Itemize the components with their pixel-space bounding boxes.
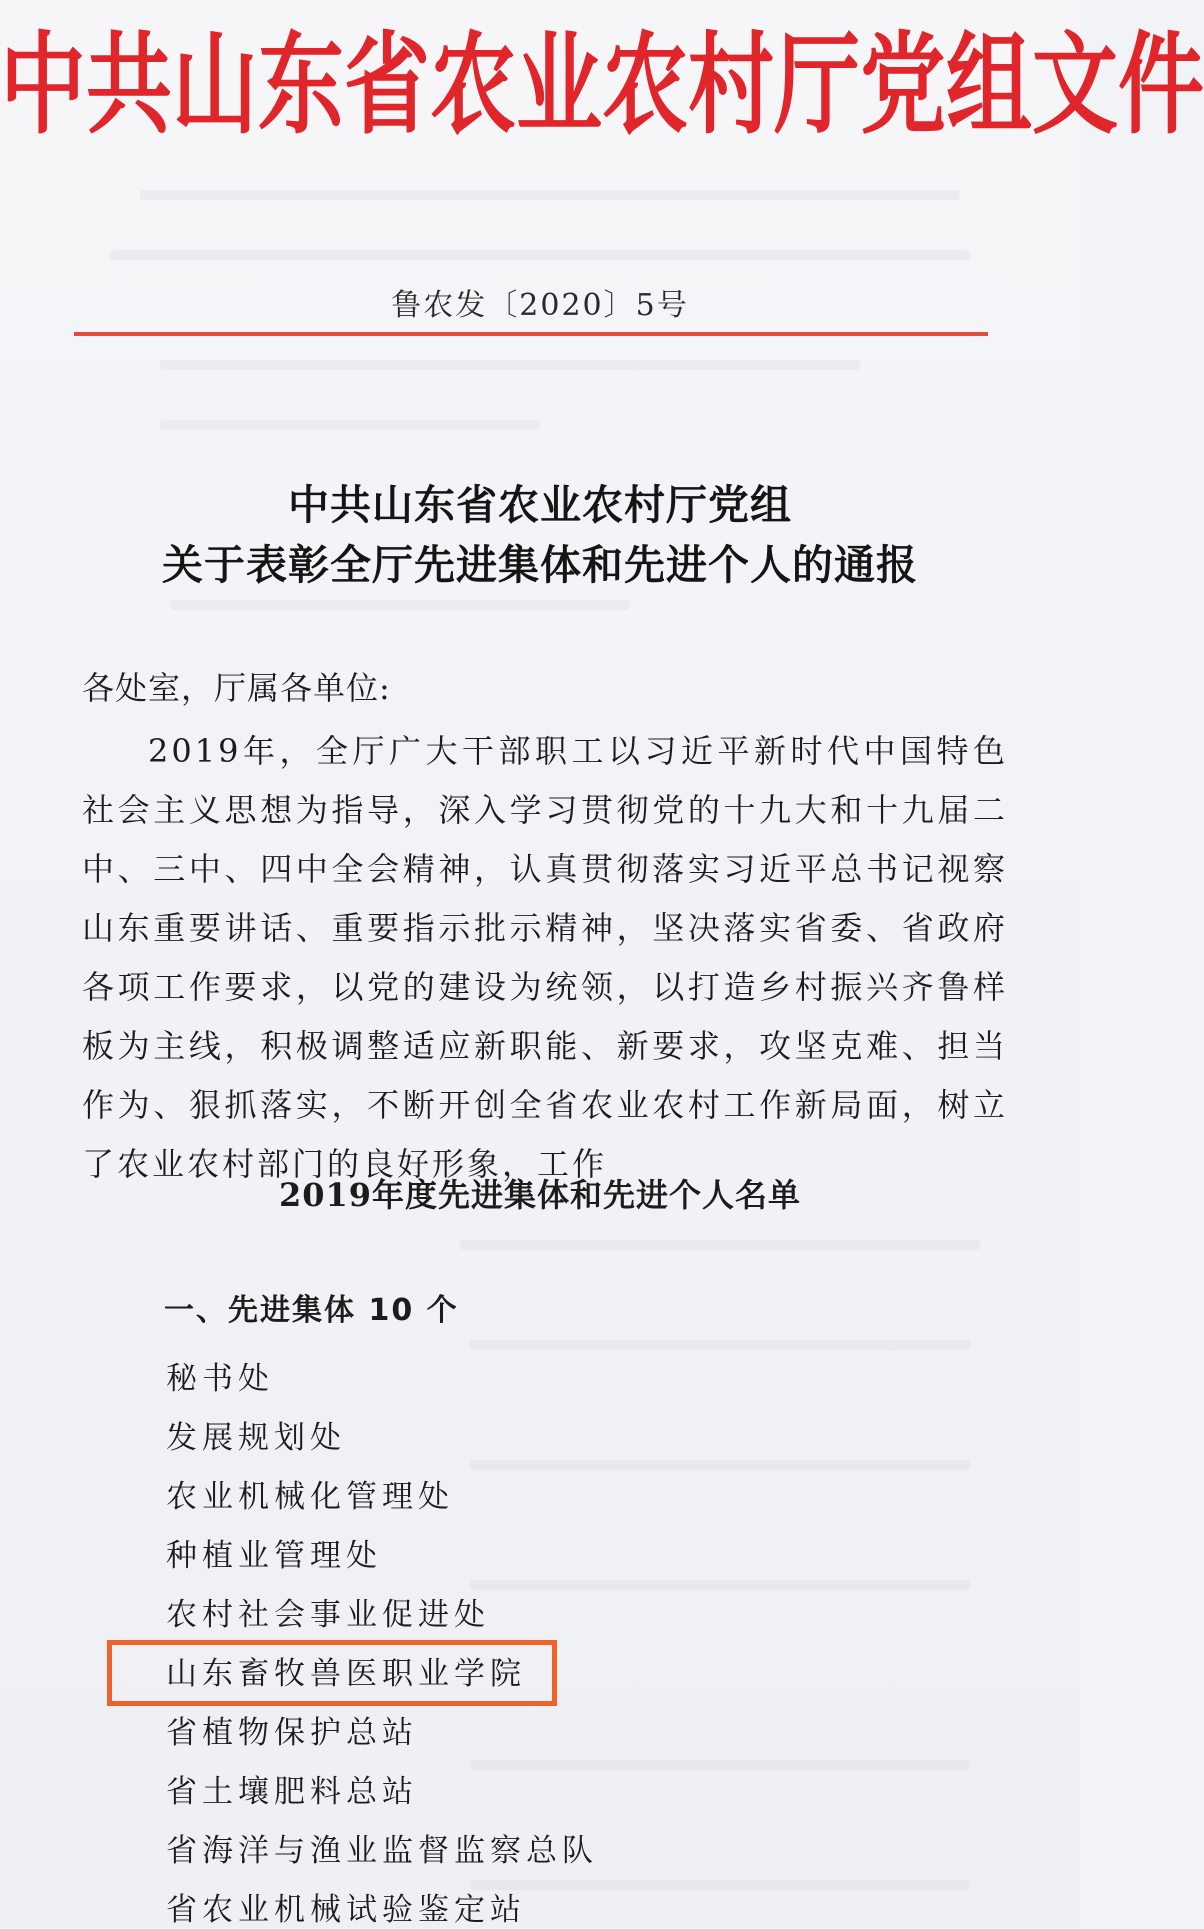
bleed-through-line bbox=[160, 360, 860, 370]
list-item: 发展规划处 bbox=[166, 1420, 346, 1456]
salutation: 各处室，厅属各单位: bbox=[82, 669, 391, 707]
list-item: 农村社会事业促进处 bbox=[166, 1597, 490, 1633]
bleed-through-line bbox=[470, 1760, 970, 1770]
document-masthead: 中共山东省农业农村厅党组文件 bbox=[0, 22, 1204, 150]
list-item-highlighted: 山东畜牧兽医职业学院 bbox=[166, 1656, 526, 1692]
highlight-box bbox=[107, 1640, 557, 1706]
list-item: 省土壤肥料总站 bbox=[166, 1774, 418, 1810]
body-paragraph: 2019年，全厅广大干部职工以习近平新时代中国特色社会主义思想为指导，深入学习贯彻党的十九大和十九届二中、三中、四中全会精神，认真贯彻落实习近平总书记视察山东重要讲话、重要指示批示精神，坚决落实省委、省政府各项工作要求，以党的建设为统领，以打造乡村振兴齐鲁样板为主线，积极调整适应新职能、新要求，攻坚克难、担当作为、狠抓落实，不断开创全省农业农村工作新局面，树立了农业农村部门的良好形象，工作 bbox=[82, 732, 1008, 1183]
list-title: 2019年度先进集体和先进个人名单 bbox=[278, 1176, 802, 1214]
bleed-through-line bbox=[460, 1240, 980, 1250]
bleed-through-line bbox=[160, 420, 540, 430]
notice-title-line-2: 关于表彰全厅先进集体和先进个人的通报 bbox=[162, 541, 918, 589]
list-item: 省海洋与渔业监督监察总队 bbox=[166, 1833, 598, 1869]
section-heading-advanced-collectives: 一、先进集体 10 个 bbox=[164, 1293, 459, 1328]
list-item: 农业机械化管理处 bbox=[166, 1479, 454, 1515]
list-item: 秘书处 bbox=[166, 1361, 274, 1397]
bleed-through-line bbox=[470, 1880, 970, 1890]
bleed-through-line bbox=[470, 1580, 970, 1590]
list-item: 省农业机械试验鉴定站 bbox=[166, 1892, 526, 1928]
bleed-through-line bbox=[470, 1460, 970, 1470]
list-item: 省植物保护总站 bbox=[166, 1715, 418, 1751]
list-item: 种植业管理处 bbox=[166, 1538, 382, 1574]
bleed-through-line bbox=[470, 1340, 970, 1350]
masthead-divider bbox=[74, 332, 988, 336]
notice-title-line-1: 中共山东省农业农村厅党组 bbox=[288, 481, 792, 529]
document-number: 鲁农发〔2020〕5号 bbox=[391, 288, 689, 323]
bleed-through-line bbox=[110, 250, 970, 260]
bleed-through-line bbox=[140, 190, 960, 200]
bleed-through-line bbox=[170, 600, 630, 610]
